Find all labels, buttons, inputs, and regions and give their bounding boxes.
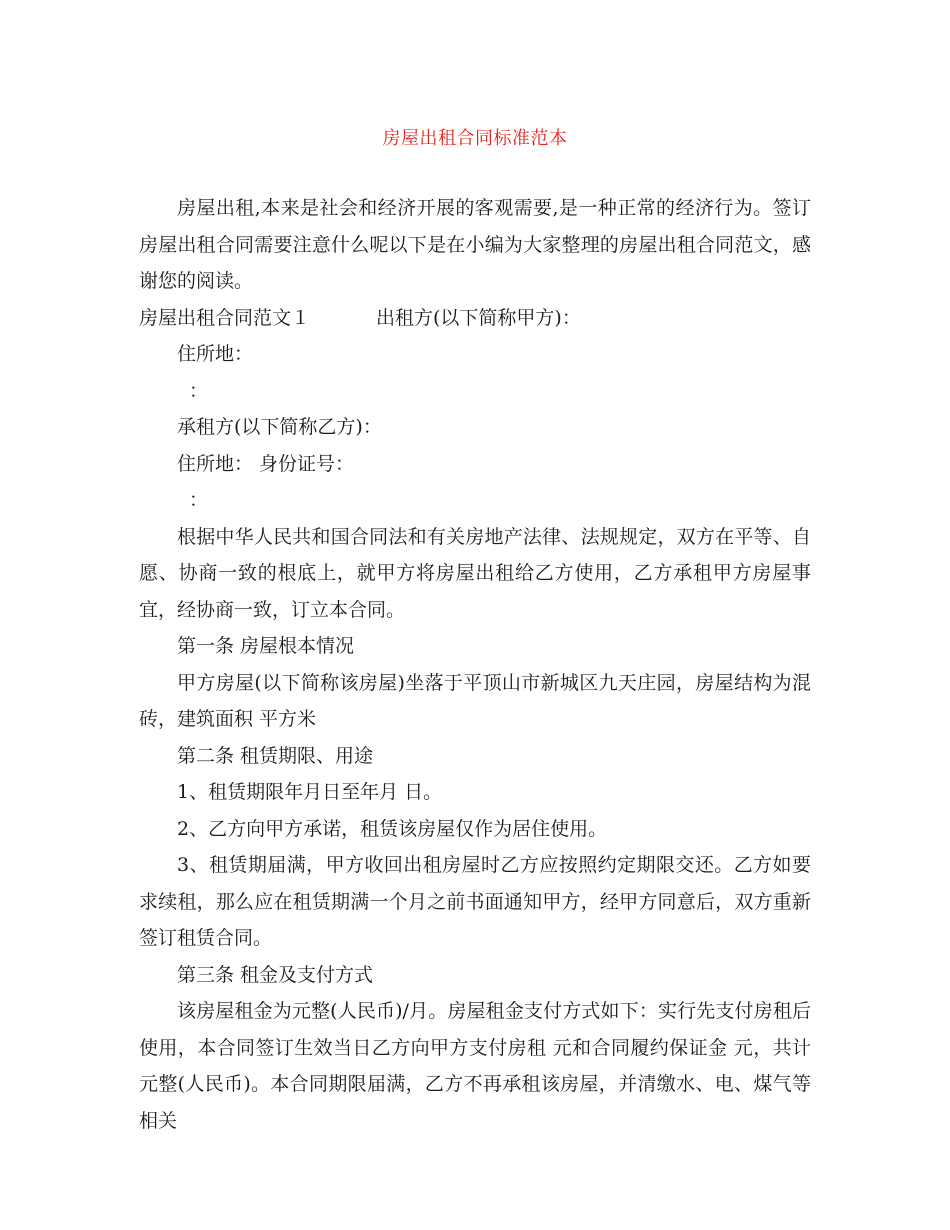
sample-heading-line <box>139 300 811 337</box>
article-1-text: 甲方房屋(以下简称该房屋)坐落于平顶山市新城区九天庄园，房屋结构为混砖，建筑面积 平方米 <box>139 671 811 730</box>
colon-line-1: ： <box>189 379 209 402</box>
document-title: 房屋出租合同标准范本 <box>382 128 568 149</box>
lessee-address: 住所地： 身份证号： <box>177 452 355 475</box>
intro-paragraph: 房屋出租,本来是社会和经济开展的客观需要,是一种正常的经济行为。签订房屋出租合同需要注意什么呢以下是在小编为大家整理的房屋出租合同范文，感谢您的阅读。 <box>139 197 811 292</box>
sample-label: 房屋出租合同范文１ <box>139 306 311 329</box>
article-2-title: 第二条 租赁期限、用途 <box>177 744 374 767</box>
article-1-title: 第一条 房屋根本情况 <box>177 635 355 657</box>
article-3-title: 第三条 租金及支付方式 <box>177 963 374 986</box>
colon-line-2: ： <box>189 489 209 511</box>
article-2-item-3: 3、租赁期届满，甲方收回出租房屋时乙方应按照约定期限交还。乙方如要求续租，那么应在租赁期满一个月之前书面通知甲方，经甲方同意后，双方重新签订租赁合同。 <box>139 854 811 949</box>
document-body <box>139 190 811 1139</box>
article-2-item-2: 2、乙方向甲方承诺，租赁该房屋仅作为居住使用。 <box>177 817 608 840</box>
preamble-paragraph: 根据中华人民共和国合同法和有关房地产法律、法规规定，双方在平等、自愿、协商一致的根底上，就甲方将房屋出租给乙方使用，乙方承租甲方房屋事宜，经协商一致，订立本合同。 <box>139 525 811 621</box>
lessor-address: 住所地： <box>177 343 254 365</box>
lessor-label: 出租方(以下简称甲方)： <box>376 306 581 329</box>
article-2-item-1: 1、租赁期限年月日至年月 日。 <box>177 781 443 803</box>
article-3-text: 该房屋租金为元整(人民币)/月。房屋租金支付方式如下：实行先支付房租后使用，本合同签订生效当日乙方向甲方支付房租 元和合同履约保证金 元，共计 元整(人民币)。本合同期限届满，乙方不再承租该房屋，并清缴水、电、煤气等相关 <box>139 1000 811 1132</box>
lessee-label: 承租方(以下简称乙方)： <box>177 416 382 438</box>
